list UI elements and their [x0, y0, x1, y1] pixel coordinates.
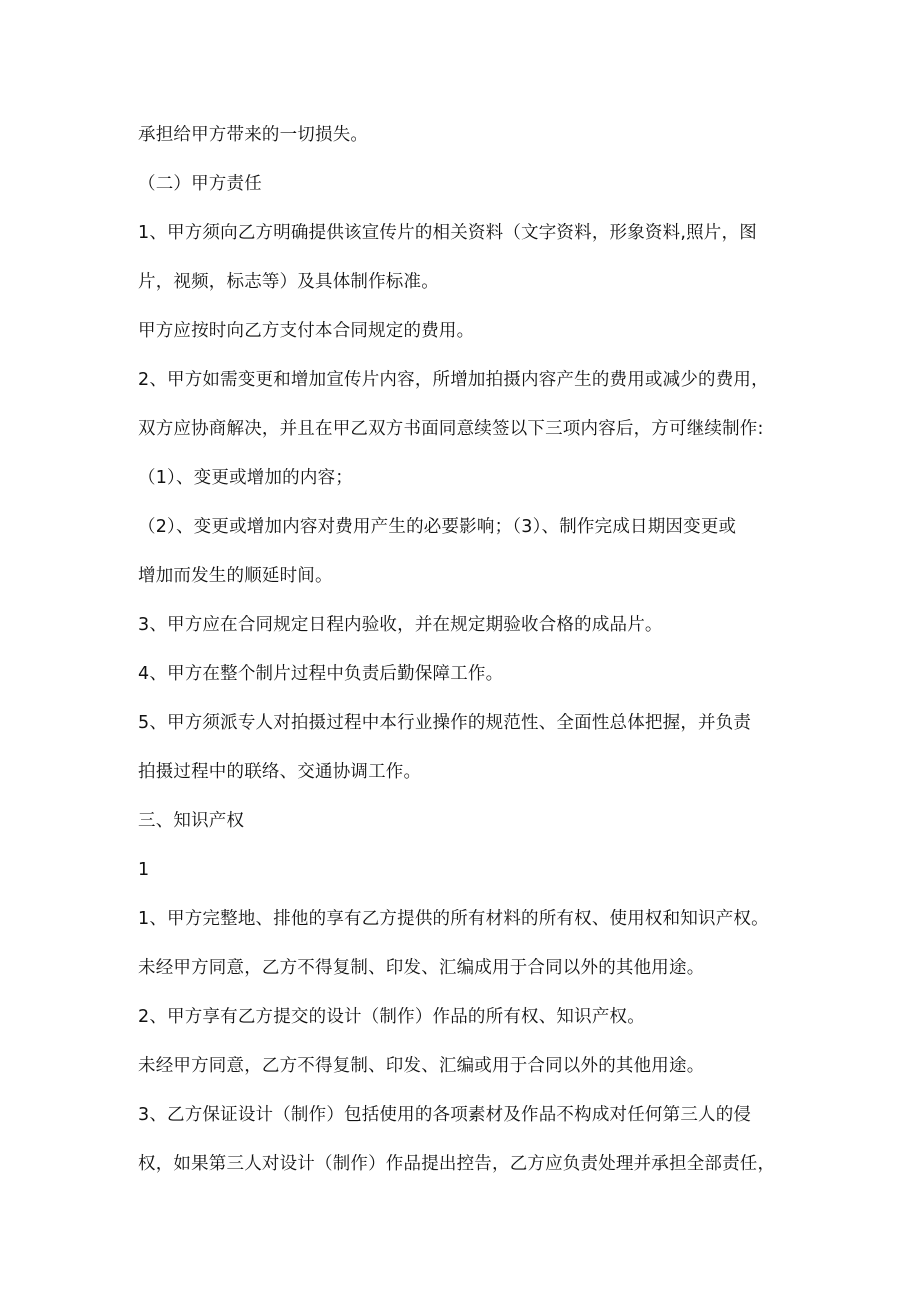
text-line: 3、乙方保证设计（制作）包括使用的各项素材及作品不构成对任何第三人的侵 — [138, 1105, 752, 1125]
text-line: （1）、变更或增加的内容； — [138, 468, 353, 488]
text-line: 片，视频，标志等）及具体制作标准。 — [138, 272, 439, 292]
section-heading: 三、知识产权 — [138, 811, 245, 831]
text-line: 3、甲方应在合同规定日程内验收，并在规定期验收合格的成品片。 — [138, 615, 663, 635]
page-number: 1 — [138, 860, 150, 880]
text-line: 2、甲方享有乙方提交的设计（制作）作品的所有权、知识产权。 — [138, 1007, 645, 1027]
text-line: 甲方应按时向乙方支付本合同规定的费用。 — [138, 321, 475, 341]
text-line: 4、甲方在整个制片过程中负责后勤保障工作。 — [138, 664, 504, 684]
text-line: 未经甲方同意，乙方不得复制、印发、汇编或用于合同以外的其他用途。 — [138, 1056, 705, 1076]
text-line: 1、甲方须向乙方明确提供该宣传片的相关资料（文字资料，形象资料,照片，图 — [138, 223, 757, 243]
text-line: 增加而发生的顺延时间。 — [138, 566, 333, 586]
text-line: 2、甲方如需变更和增加宣传片内容，所增加拍摄内容产生的费用或减少的费用， — [138, 370, 769, 390]
text-line: 权，如果第三人对设计（制作）作品提出控告，乙方应负责处理并承担全部责任， — [138, 1154, 776, 1174]
text-line: （2）、变更或增加内容对费用产生的必要影响；（3）、制作完成日期因变更或 — [138, 517, 737, 537]
section-heading: （二）甲方责任 — [138, 174, 262, 194]
text-line: 1、甲方完整地、排他的享有乙方提供的所有材料的所有权、使用权和知识产权。 — [138, 909, 769, 929]
text-line: 5、甲方须派专人对拍摄过程中本行业操作的规范性、全面性总体把握，并负责 — [138, 713, 752, 733]
text-line: 承担给甲方带来的一切损失。 — [138, 125, 369, 145]
text-line: 双方应协商解决，并且在甲乙双方书面同意续签以下三项内容后，方可继续制作: — [138, 419, 764, 439]
text-line: 拍摄过程中的联络、交通协调工作。 — [138, 762, 422, 782]
text-line: 未经甲方同意，乙方不得复制、印发、汇编成用于合同以外的其他用途。 — [138, 958, 705, 978]
